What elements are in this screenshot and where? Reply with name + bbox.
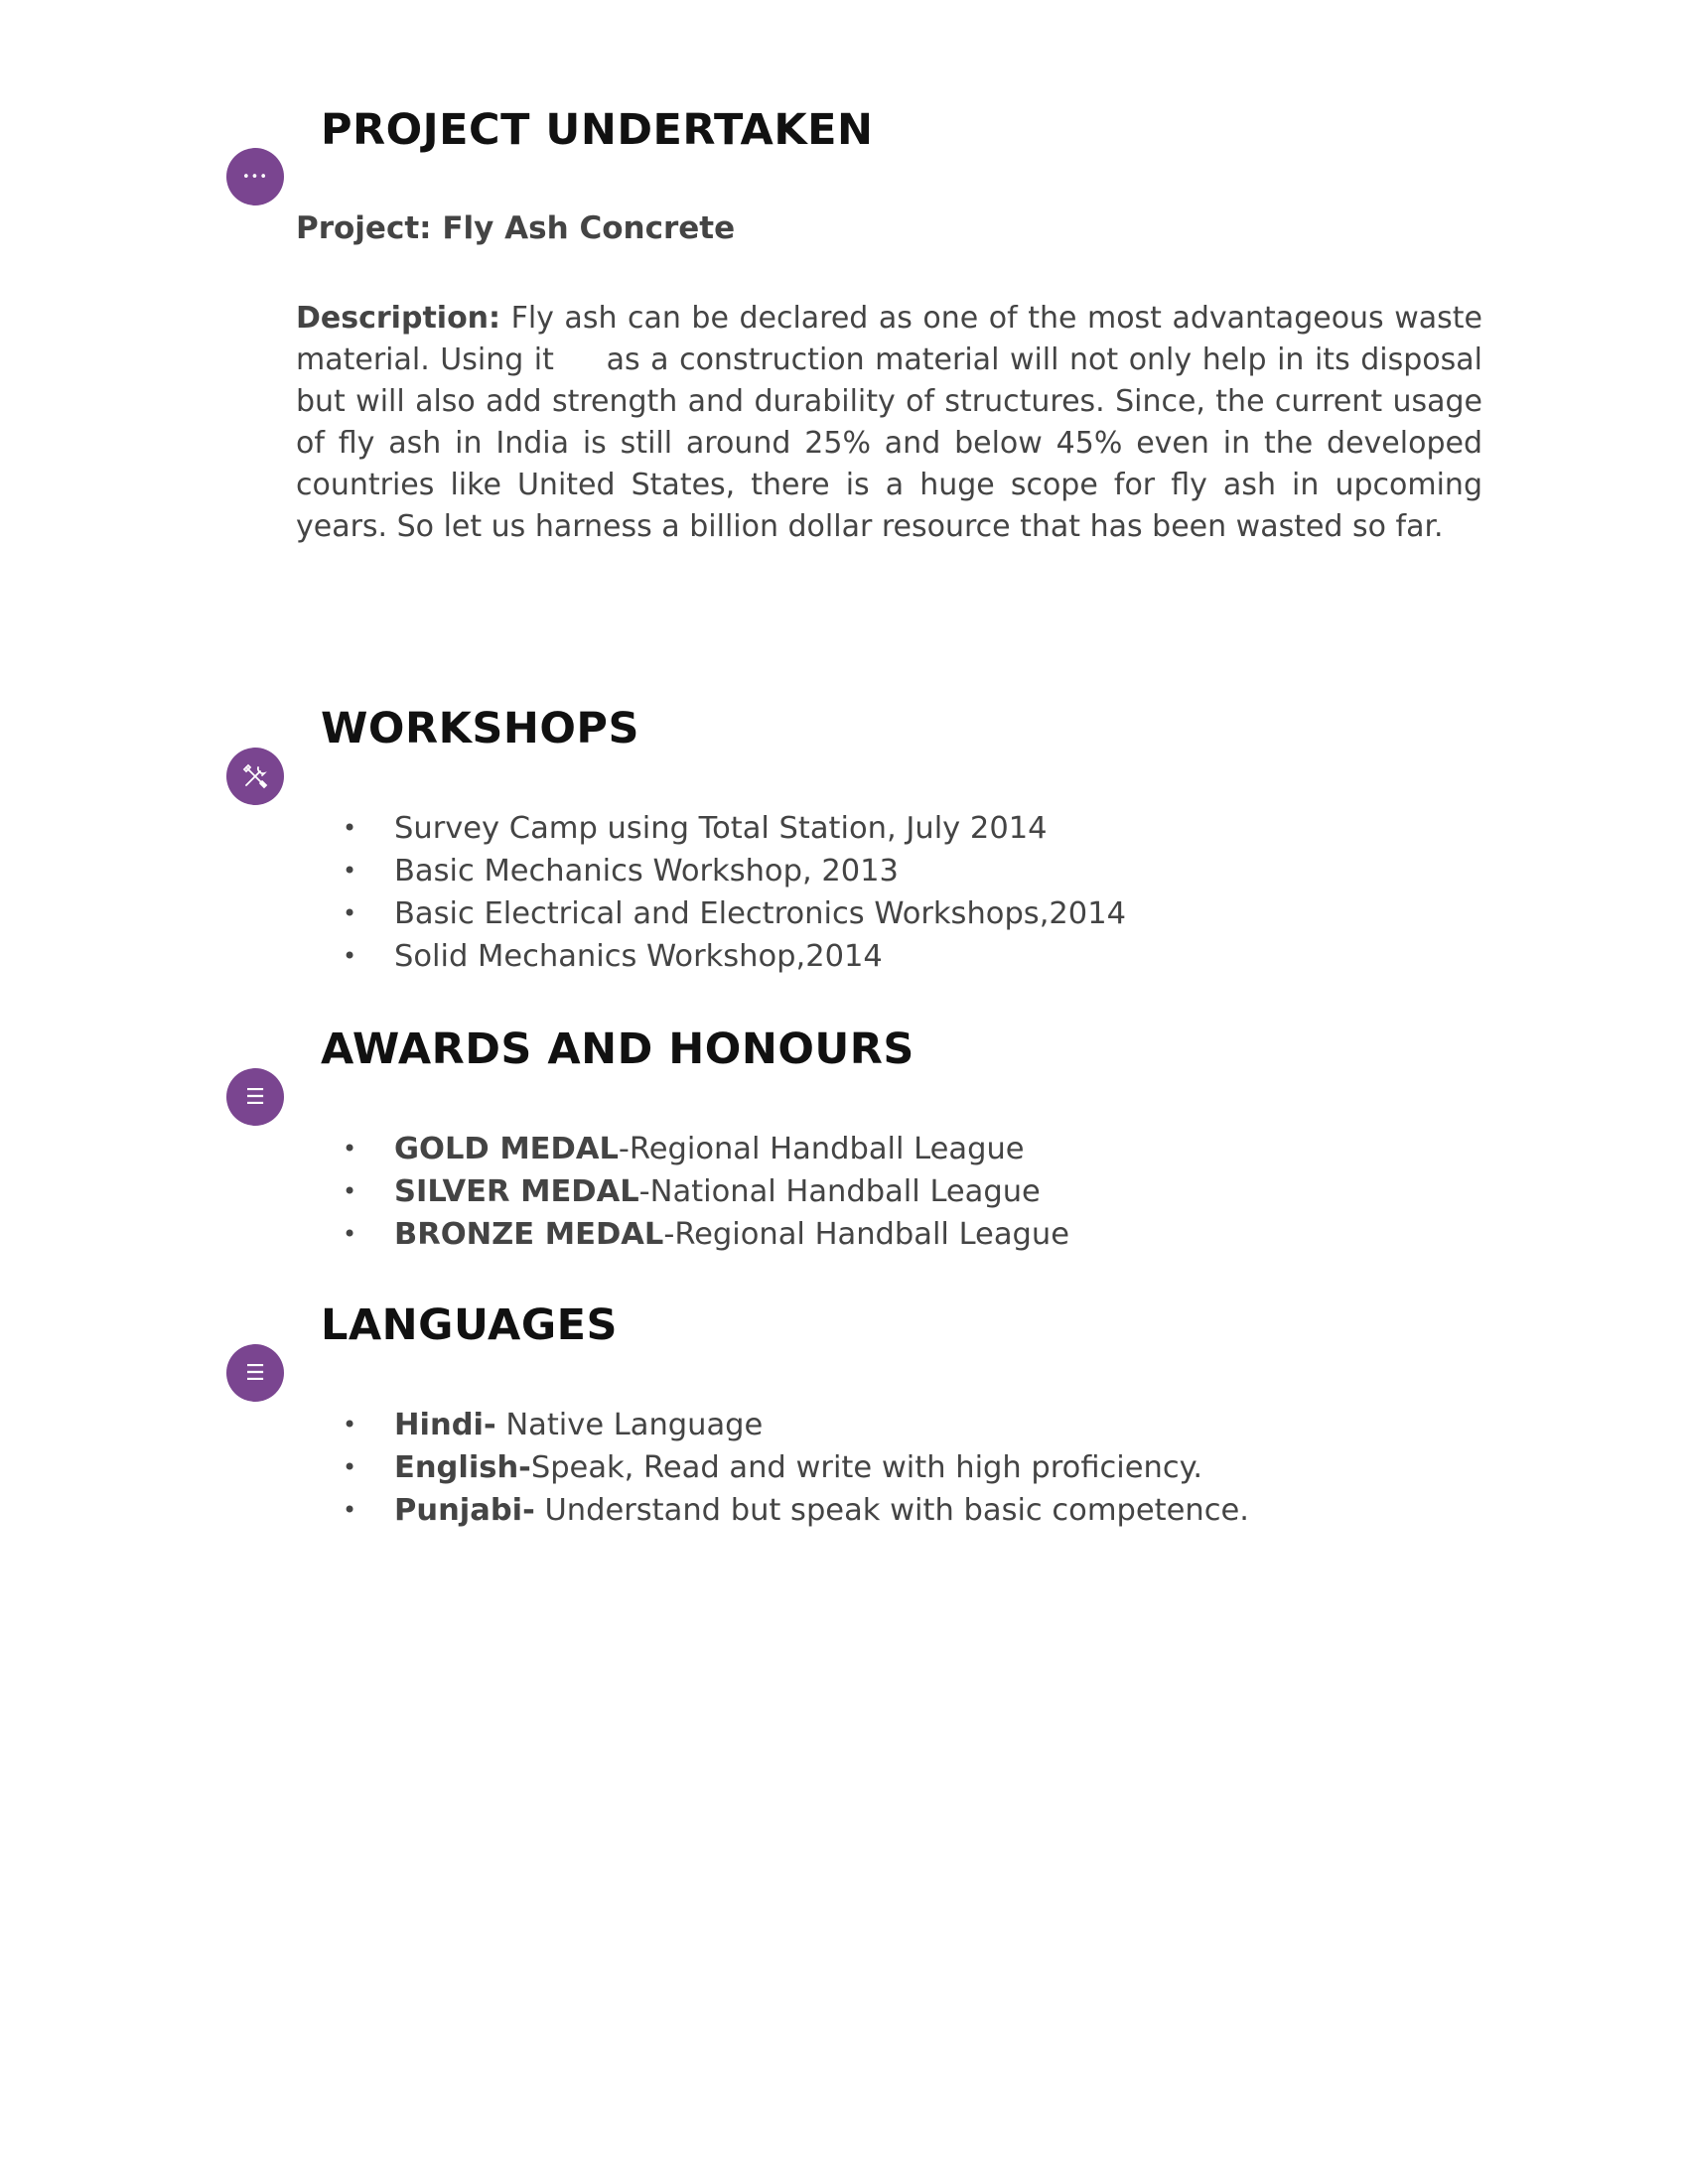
list-item (338, 1213, 1069, 1256)
list-item (338, 1170, 1069, 1213)
section-heading-project: PROJECT UNDERTAKEN (321, 105, 874, 155)
list-glyph: ☰ (245, 1084, 265, 1110)
language-level: Native Language (495, 1408, 764, 1442)
list-icon (226, 1344, 284, 1402)
award-event: -Regional Handball League (618, 1132, 1025, 1166)
list-item: • Solid Mechanics Workshop,2014 (338, 935, 1126, 978)
list-glyph: ☰ (245, 1360, 265, 1386)
language-level: Understand but speak with basic competence. (534, 1493, 1249, 1528)
description-label: Description: (296, 301, 501, 336)
section-heading-workshops: WORKSHOPS (321, 704, 639, 753)
list-item: • Basic Mechanics Workshop, 2013 (338, 850, 1126, 892)
tools-icon (226, 748, 284, 805)
language-name: English- (394, 1450, 531, 1485)
description-text: Fly ash can be declared as one of the most advantageous waste material. Using it as a construction material will not only help in its disposal but will also add strength and durability of structures. Since, the current usage of fly ash in India is still around 25% and below 45% even in the developed countries like United States, there is a huge scope for fly ash in upcoming years. So let us harness a billion dollar resource that has been wasted so far. (296, 301, 1492, 544)
award-medal: GOLD MEDAL (394, 1132, 619, 1166)
workshops-list (338, 807, 1126, 978)
list-item: • Basic Electrical and Electronics Workshops,2014 (338, 892, 1126, 935)
language-name: Hindi- (394, 1408, 496, 1442)
award-event: -Regional Handball League (663, 1217, 1069, 1252)
language-name: Punjabi- (394, 1493, 535, 1528)
project-title: Project: Fly Ash Concrete (296, 210, 736, 246)
award-event: -National Handball League (638, 1174, 1041, 1209)
languages-list (338, 1404, 1249, 1532)
awards-list (338, 1128, 1069, 1256)
award-medal: BRONZE MEDAL (394, 1217, 664, 1252)
tools-icon-svg (240, 761, 270, 791)
list-item (338, 1404, 1249, 1446)
language-level: Speak, Read and write with high proficiency. (530, 1450, 1203, 1485)
award-medal: SILVER MEDAL (394, 1174, 639, 1209)
section-heading-languages: LANGUAGES (321, 1300, 618, 1350)
project-description (296, 298, 1492, 548)
more-dots-glyph: ••• (241, 169, 268, 185)
list-item (338, 1489, 1249, 1532)
more-dots-icon (226, 148, 284, 205)
list-item (338, 1128, 1069, 1170)
list-icon (226, 1068, 284, 1126)
list-item (338, 1446, 1249, 1489)
section-heading-awards: AWARDS AND HONOURS (321, 1024, 914, 1074)
list-item: • Survey Camp using Total Station, July 2014 (338, 807, 1126, 850)
